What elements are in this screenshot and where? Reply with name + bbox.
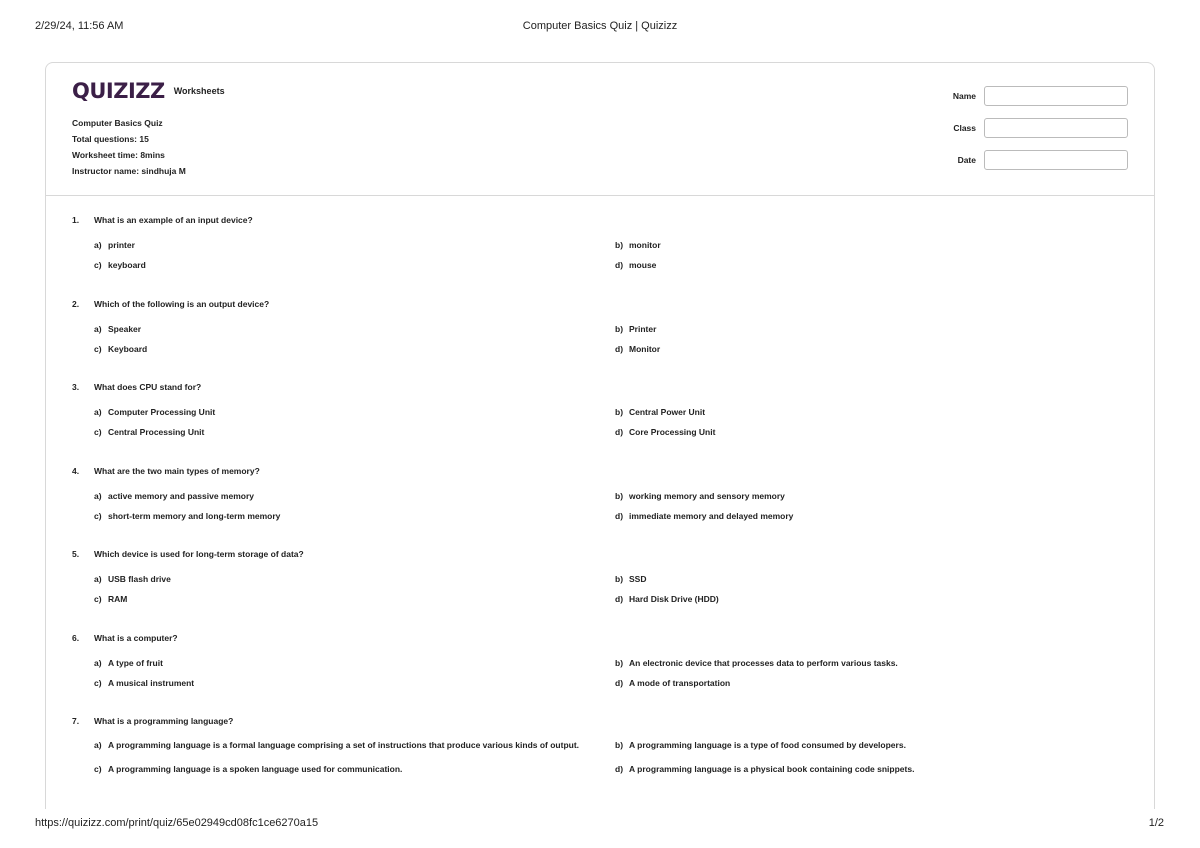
question-item [72, 549, 1132, 633]
worksheets-label: Worksheets [173, 86, 225, 96]
option-d [615, 678, 1115, 688]
student-fields [928, 86, 1128, 182]
option-letter: c) [94, 427, 102, 437]
print-url: https://quizizz.com/print/quiz/65e02949cd08fc1ce6270a15 [35, 817, 319, 829]
option-text: Printer [629, 323, 657, 334]
name-label: Name [952, 91, 976, 101]
option-text: immediate memory and delayed memory [629, 510, 794, 521]
question-text: What are the two main types of memory? [94, 465, 260, 476]
question-number: 1. [72, 215, 80, 225]
instructor-name: Instructor name: sindhuja M [72, 166, 186, 176]
print-page-title: Computer Basics Quiz | Quizizz [522, 20, 678, 32]
option-letter: d) [615, 427, 624, 437]
quiz-title: Computer Basics Quiz [72, 118, 163, 128]
question-title [72, 549, 304, 559]
option-text: A programming language is a formal language comprising a set of instructions that produce various kinds of output. [108, 740, 580, 750]
print-datetime: 2/29/24, 11:56 AM [35, 20, 124, 32]
option-text: Speaker [108, 323, 142, 334]
option-b [615, 574, 1115, 584]
question-item [72, 466, 1132, 550]
option-text: Core Processing Unit [629, 427, 716, 437]
question-number: 4. [72, 465, 80, 476]
option-text: RAM [108, 594, 128, 604]
name-field-row [928, 86, 1128, 106]
option-letter: c) [94, 343, 102, 354]
question-text: Which device is used for long-term storage of data? [94, 549, 304, 559]
question-text: What is a computer? [94, 632, 178, 643]
option-text: Computer Processing Unit [108, 407, 216, 417]
option-text: A mode of transportation [629, 677, 731, 688]
option-b [615, 407, 1115, 417]
option-text: working memory and sensory memory [629, 490, 785, 501]
option-text: A programming language is a physical book containing code snippets. [629, 764, 915, 774]
option-letter: b) [615, 490, 624, 501]
option-b [615, 240, 1115, 250]
option-b [615, 658, 1115, 668]
page-number: 1/2 [1148, 817, 1164, 829]
option-text: Monitor [629, 343, 661, 354]
question-title [72, 382, 201, 392]
class-label: Class [953, 123, 976, 133]
option-a [94, 324, 594, 334]
question-title [72, 466, 260, 476]
question-title [72, 215, 253, 225]
option-text: printer [108, 240, 135, 250]
option-letter: c) [94, 510, 102, 521]
print-header [0, 20, 1200, 34]
date-field[interactable] [984, 150, 1128, 170]
option-text: An electronic device that processes data to perform various tasks. [629, 657, 898, 668]
name-field[interactable] [984, 86, 1128, 106]
option-letter: b) [615, 407, 624, 417]
question-title [72, 716, 233, 726]
option-c [94, 427, 594, 437]
question-text: What does CPU stand for? [94, 382, 202, 392]
option-letter: b) [615, 240, 624, 250]
option-c [94, 678, 594, 688]
option-c [94, 594, 594, 604]
question-item [72, 716, 1132, 800]
question-item [72, 215, 1132, 299]
option-letter: d) [615, 510, 624, 521]
option-a [94, 407, 594, 417]
option-a [94, 240, 594, 250]
option-b [615, 491, 1115, 501]
option-text: A programming language is a spoken language used for communication. [108, 764, 403, 774]
option-a [94, 574, 594, 584]
option-text: short-term memory and long-term memory [108, 510, 281, 521]
option-letter: d) [615, 594, 624, 604]
option-letter: b) [615, 574, 624, 584]
question-number: 7. [72, 716, 80, 726]
option-text: A programming language is a type of food consumed by developers. [629, 740, 906, 750]
option-text: mouse [629, 260, 657, 270]
option-letter: a) [94, 323, 102, 334]
option-a [94, 740, 594, 750]
option-letter: a) [94, 490, 102, 501]
quizizz-logo [72, 79, 225, 103]
option-c [94, 260, 594, 270]
option-d [615, 594, 1115, 604]
option-text: monitor [629, 240, 661, 250]
question-list [72, 215, 1132, 800]
question-number: 5. [72, 549, 80, 559]
date-label: Date [957, 155, 976, 165]
question-text: Which of the following is an output device? [94, 298, 270, 309]
option-letter: d) [615, 343, 624, 354]
question-title [72, 633, 178, 643]
option-letter: d) [615, 764, 624, 774]
option-letter: c) [94, 764, 102, 774]
class-field[interactable] [984, 118, 1128, 138]
option-text: Central Power Unit [629, 407, 706, 417]
option-letter: a) [94, 657, 102, 668]
worksheet [45, 62, 1155, 809]
option-d [615, 427, 1115, 437]
option-letter: b) [615, 323, 624, 334]
brand-logo-text: QUIZIZZ [72, 79, 165, 103]
worksheet-header [46, 63, 1154, 196]
option-text: A musical instrument [108, 677, 195, 688]
option-letter: b) [615, 657, 624, 668]
question-number: 3. [72, 382, 80, 392]
option-text: Keyboard [108, 343, 148, 354]
option-a [94, 658, 594, 668]
question-text: What is a programming language? [94, 716, 234, 726]
option-letter: c) [94, 677, 102, 688]
option-text: active memory and passive memory [108, 490, 254, 501]
option-d [615, 511, 1115, 521]
option-d [615, 764, 1115, 774]
option-letter: a) [94, 740, 102, 750]
option-letter: c) [94, 594, 102, 604]
date-field-row [928, 150, 1128, 170]
option-letter: b) [615, 740, 624, 750]
option-letter: c) [94, 260, 102, 270]
print-footer [0, 817, 1200, 831]
question-item [72, 633, 1132, 717]
option-c [94, 764, 594, 774]
question-item [72, 382, 1132, 466]
option-text: Central Processing Unit [108, 427, 205, 437]
option-c [94, 344, 594, 354]
option-letter: a) [94, 574, 102, 584]
quiz-meta [72, 115, 186, 179]
class-field-row [928, 118, 1128, 138]
option-text: Hard Disk Drive (HDD) [629, 594, 719, 604]
option-letter: d) [615, 677, 624, 688]
option-d [615, 344, 1115, 354]
worksheet-time: Worksheet time: 8mins [72, 150, 165, 160]
option-text: SSD [629, 574, 647, 584]
question-title [72, 299, 269, 309]
option-letter: d) [615, 260, 624, 270]
question-number: 2. [72, 298, 80, 309]
question-number: 6. [72, 632, 80, 643]
option-letter: a) [94, 240, 102, 250]
option-c [94, 511, 594, 521]
option-text: USB flash drive [108, 574, 171, 584]
option-text: keyboard [108, 260, 146, 270]
option-d [615, 260, 1115, 270]
option-a [94, 491, 594, 501]
total-questions: Total questions: 15 [72, 134, 149, 144]
option-b [615, 740, 1115, 750]
option-text: A type of fruit [108, 657, 163, 668]
option-letter: a) [94, 407, 102, 417]
question-item [72, 299, 1132, 383]
question-text: What is an example of an input device? [94, 215, 253, 225]
option-b [615, 324, 1115, 334]
